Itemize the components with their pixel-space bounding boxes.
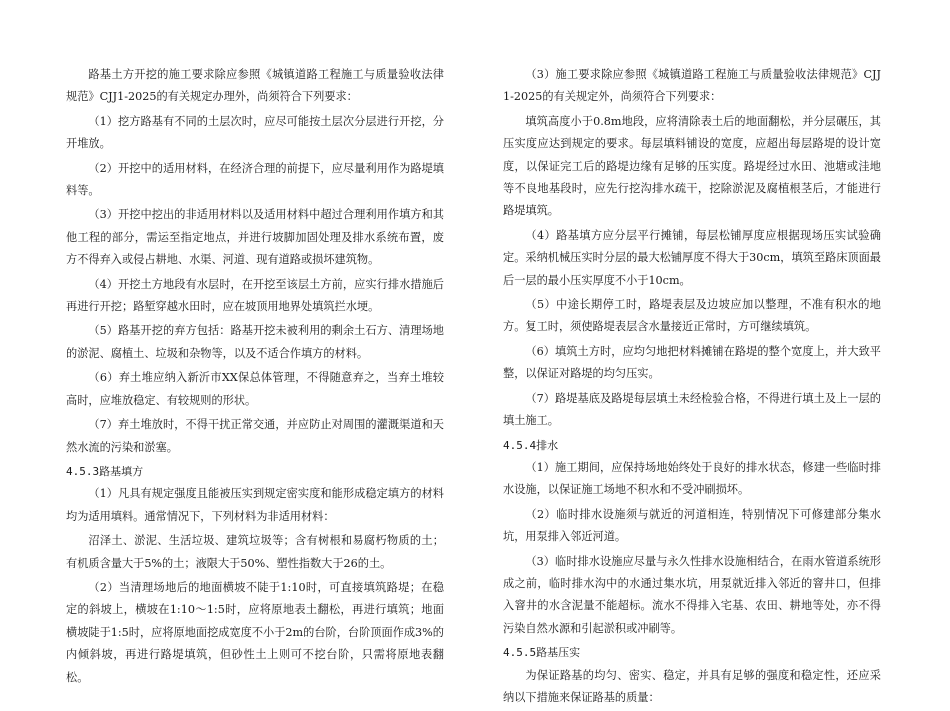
paragraph-fill-7: （7）路堤基底及路堤每层填土未经检验合格，不得进行填土及上一层的填土施工。 [503, 391, 881, 428]
left-column [66, 64, 444, 691]
paragraph-fill-materials: 沼泽土、淤泥、生活垃圾、建筑垃圾等；含有树根和易腐朽物质的土；有机质含量大于5%的土；液限大于50%、塑性指数大于26的土。 [66, 534, 444, 570]
right-column [503, 64, 881, 711]
paragraph-fill-3: （3）施工要求除应参照《城镇道路工程施工与质量验收法律规范》CJJ1-2025的有关规定外，尚须符合下列要求： [503, 68, 881, 104]
paragraph-drain-3: （3）临时排水设施应尽量与永久性排水设施相结合，在雨水管道系统形成之前，临时排水沟中的水通过集水坑，用泵就近排入邻近的窨井口，但排入窨井的水含泥量不能超标。流水不得排入宅基、农田、耕地等处，亦不得污染自然水源和引起淤积或冲刷等。 [503, 554, 881, 635]
paragraph-item-4: （4）开挖土方地段有水层时，在开挖至该层土方前，应实行排水措施后再进行开挖；路堑穿越水田时，应在坡顶用地界处填筑拦水埂。 [66, 277, 444, 314]
section-heading-4-5-5: 4.5.5路基压实 [503, 646, 581, 660]
paragraph-fill-5: （5）中途长期停工时，路堤表层及边坡应加以整理，不准有积水的地方。复工时，须使路堤表层含水量接近正常时，方可继续填筑。 [503, 298, 881, 334]
paragraph-item-6: （6）弃土堆应纳入新沂市XX保总体管理，不得随意弃之，当弃土堆较高时，应堆放稳定、有较规则的形状。 [66, 371, 444, 407]
paragraph-item-5: （5）路基开挖的弃方包括：路基开挖未被利用的剩余土石方、清理场地的淤泥、腐植土、垃圾和杂物等，以及不适合作填方的材料。 [66, 324, 444, 360]
paragraph-drain-2: （2）临时排水设施须与就近的河道相连，特别情况下可修建部分集水坑，用泵排入邻近河道。 [503, 507, 881, 544]
paragraph-compaction-intro: 为保证路基的均匀、密实、稳定，并具有足够的强度和稳定性，还应采纳以下措施来保证路基的质量： [503, 668, 881, 704]
paragraph-item-7: （7）弃土堆放时，不得干扰正常交通，并应防止对周围的灌溉渠道和天然水流的污染和淤塞。 [66, 418, 444, 454]
paragraph-intro: 路基土方开挖的施工要求除应参照《城镇道路工程施工与质量验收法律规范》CJJ1-2025的有关规定办理外，尚须符合下列要求： [66, 68, 444, 104]
section-heading-4-5-4: 4.5.4排水 [503, 438, 559, 452]
paragraph-fill-4: （4）路基填方应分层平行摊铺，每层松铺厚度应根据现场压实试验确定。采纳机械压实时分层的最大松铺厚度不得大于30cm，填筑至路床顶面最后一层的最小压实厚度不小于10cm。 [503, 228, 881, 287]
section-heading-4-5-3: 4.5.3路基填方 [66, 464, 144, 478]
paragraph-item-1: （1）挖方路基有不同的土层次时，应尽可能按土层次分层进行开挖，分开堆放。 [66, 114, 444, 151]
paragraph-fill-2: （2）当清理场地后的地面横坡不陡于1:10时，可直接填筑路堤；在稳定的斜坡上，横坡在1:10～1:5时，应将原地表土翻松，再进行填筑；地面横坡陡于1:5时，应将原地面挖成宽度不小于2m的台阶，台阶顶面作成3%的内倾斜坡，再进行路堤填筑，但砂性土上则可不挖台阶，只需将原地表翻松。 [66, 580, 444, 684]
paragraph-fill-3-detail: 填筑高度小于0.8m地段，应将清除表土后的地面翻松，并分层碾压，其压实度应达到规定的要求。每层填料铺设的宽度，应超出每层路堤的设计宽度，以保证完工后的路堤边缘有足够的压实度。路堤经过水田、池塘或洼地等不良地基段时，应先行挖沟排水疏干，挖除淤泥及腐植根茎后，才能进行路堤填筑。 [503, 114, 881, 218]
paragraph-drain-1: （1）施工期间，应保持场地始终处于良好的排水状态，修建一些临时排水设施，以保证施工场地不积水和不受冲刷损坏。 [503, 460, 881, 497]
paragraph-item-3: （3）开挖中挖出的非适用材料以及适用材料中超过合理利用作填方和其他工程的部分，需运至指定地点，并进行坡脚加固处理及排水系统布置，废方不得弃入或侵占耕地、水渠、河道、现有道路或损坏建筑物。 [66, 208, 444, 267]
paragraph-item-2: （2）开挖中的适用材料，在经济合理的前提下，应尽量利用作为路堤填料等。 [66, 161, 444, 198]
paragraph-fill-6: （6）填筑土方时，应均匀地把材料摊铺在路堤的整个宽度上，并大致平整，以保证对路堤的均匀压实。 [503, 344, 881, 381]
paragraph-fill-1: （1）凡具有规定强度且能被压实到规定密实度和能形成稳定填方的材料均为适用填料。通常情况下，下列材料为非适用材料： [66, 487, 444, 523]
